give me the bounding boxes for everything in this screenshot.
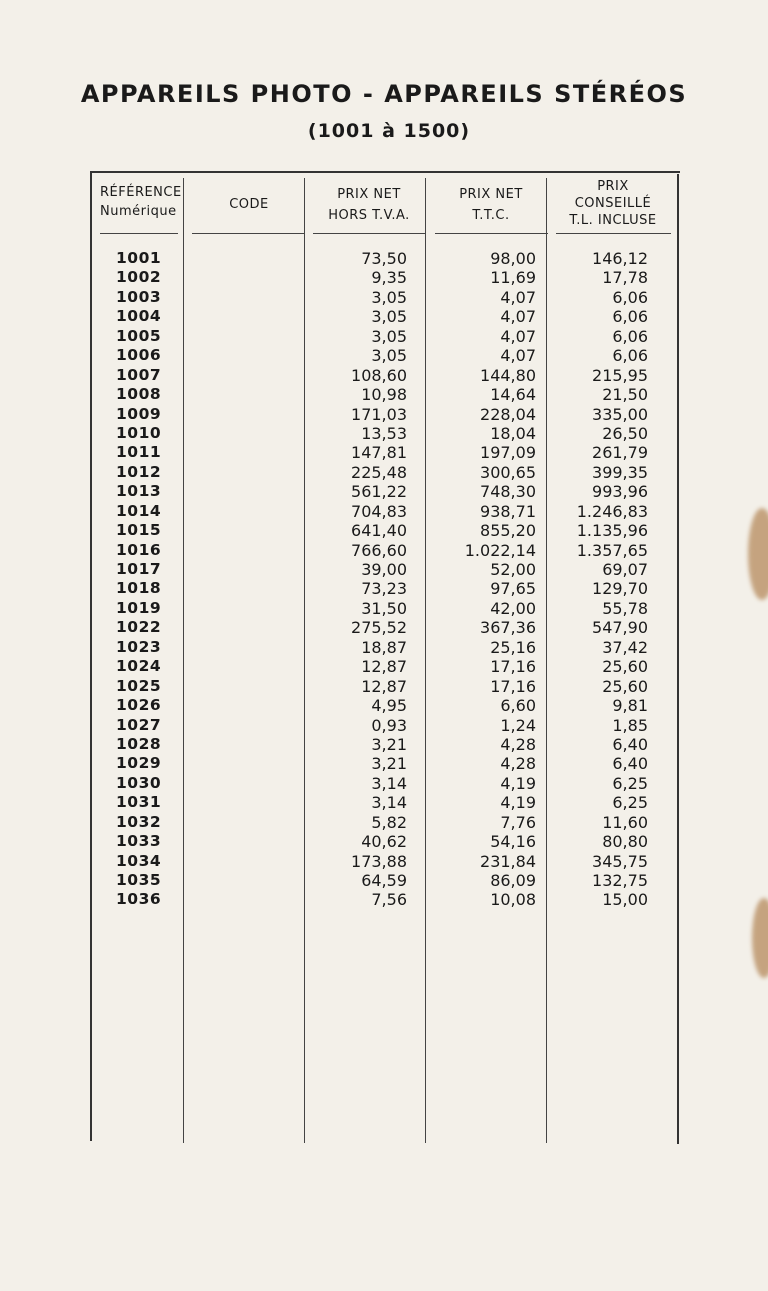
- prix-tl-cell: 1,85: [612, 715, 648, 735]
- prix-ht-cell: 171,03: [351, 404, 407, 424]
- table-row: [0, 521, 768, 540]
- table-row: [0, 463, 768, 482]
- prix-ht-cell: 40,62: [361, 832, 407, 852]
- reference-cell: 1034: [116, 851, 162, 870]
- prix-tl-cell: 9,81: [612, 696, 648, 716]
- prix-ht-cell: 31,50: [361, 598, 407, 618]
- prix-ttc-cell: 1,24: [500, 715, 536, 735]
- prix-ttc-cell: 17,16: [490, 676, 536, 696]
- prix-ht-cell: 766,60: [351, 540, 407, 560]
- prix-ttc-cell: 855,20: [480, 521, 536, 541]
- prix-ttc-cell: 144,80: [480, 365, 536, 385]
- header-reference-line1: RÉFÉRENCE: [100, 185, 182, 200]
- reference-cell: 1035: [116, 871, 162, 889]
- prix-ttc-cell: 231,84: [480, 851, 536, 871]
- table-row: [0, 288, 768, 307]
- page-subtitle: (1001 à 1500): [307, 120, 471, 142]
- prix-ttc-cell: 748,30: [480, 482, 536, 502]
- prix-tl-cell: 547,90: [592, 618, 648, 638]
- reference-cell: 1025: [116, 676, 162, 695]
- prix-ttc-cell: 25,16: [490, 637, 536, 657]
- header-prix-ht: [308, 185, 430, 225]
- reference-cell: 1001: [116, 249, 162, 267]
- prix-tl-cell: 6,25: [612, 773, 648, 793]
- table-row: [0, 482, 768, 501]
- prix-tl-cell: 6,06: [612, 287, 648, 307]
- prix-ttc-cell: 86,09: [490, 871, 536, 890]
- reference-cell: 1031: [116, 793, 162, 812]
- prix-ttc-cell: 1.022,14: [464, 540, 536, 560]
- prix-ttc-cell: 97,65: [490, 579, 536, 599]
- prix-tl-cell: 17,78: [602, 268, 648, 288]
- table-row: [0, 774, 768, 793]
- prix-ht-cell: 147,81: [351, 443, 407, 463]
- prix-ht-cell: 13,53: [361, 423, 407, 443]
- header-underline: [313, 233, 426, 234]
- reference-cell: 1022: [116, 618, 162, 637]
- prix-ttc-cell: 367,36: [480, 618, 536, 638]
- header-reference: [100, 183, 190, 221]
- prix-ttc-cell: 14,64: [490, 385, 536, 405]
- prix-tl-cell: 1.135,96: [576, 521, 648, 541]
- prix-ttc-cell: 4,07: [500, 346, 536, 366]
- prix-ht-cell: 12,87: [361, 657, 407, 677]
- header-underline: [435, 233, 548, 234]
- header-prix-tl-line3: T.L. INCLUSE: [569, 213, 657, 228]
- page-title: APPAREILS PHOTO - APPAREILS STÉRÉOS: [80, 80, 688, 108]
- prix-tl-cell: 25,60: [602, 676, 648, 696]
- prix-ht-cell: 4,95: [371, 696, 407, 716]
- prix-tl-cell: 1.357,65: [576, 540, 648, 560]
- reference-cell: 1007: [116, 365, 162, 384]
- prix-ttc-cell: 4,07: [500, 326, 536, 346]
- reference-cell: 1010: [116, 423, 162, 442]
- table-row: [0, 366, 768, 385]
- table-row: [0, 852, 768, 871]
- prix-tl-cell: 6,06: [612, 307, 648, 327]
- reference-cell: 1014: [116, 501, 162, 520]
- prix-ttc-cell: 4,07: [500, 287, 536, 307]
- table-row: [0, 502, 768, 521]
- header-prix-ttc: [431, 185, 551, 225]
- prix-ht-cell: 7,56: [371, 890, 407, 910]
- prix-ttc-cell: 11,69: [490, 268, 536, 288]
- prix-ht-cell: 9,35: [371, 268, 407, 288]
- reference-cell: 1030: [116, 773, 162, 792]
- reference-cell: 1016: [116, 540, 162, 559]
- prix-ht-cell: 225,48: [351, 462, 407, 482]
- prix-ht-cell: 3,21: [371, 734, 407, 754]
- table-row: [0, 754, 768, 773]
- prix-ttc-cell: 7,76: [500, 812, 536, 832]
- header-prix-tl-line2: CONSEILLÉ: [574, 196, 652, 211]
- prix-ttc-cell: 18,04: [490, 423, 536, 443]
- header-prix-ttc-line2: T.T.C.: [472, 208, 510, 223]
- prix-ttc-cell: 10,08: [490, 890, 536, 910]
- header-underline: [100, 233, 178, 234]
- prix-tl-cell: 129,70: [592, 579, 648, 599]
- table-row: [0, 560, 768, 579]
- prix-tl-cell: 37,42: [602, 637, 648, 657]
- prix-ttc-cell: 300,65: [480, 462, 536, 482]
- prix-ttc-cell: 54,16: [490, 832, 536, 852]
- prix-ht-cell: 3,05: [371, 346, 407, 366]
- reference-cell: 1028: [116, 734, 162, 753]
- prix-tl-cell: 132,75: [592, 871, 648, 890]
- reference-cell: 1002: [116, 268, 162, 287]
- prix-tl-cell: 215,95: [592, 365, 648, 385]
- prix-tl-cell: 345,75: [592, 851, 648, 871]
- prix-tl-cell: 25,60: [602, 657, 648, 677]
- table-row: [0, 424, 768, 443]
- reference-cell: 1005: [116, 326, 162, 345]
- prix-ht-cell: 3,21: [371, 754, 407, 774]
- prix-ht-cell: 561,22: [351, 482, 407, 502]
- prix-ht-cell: 5,82: [371, 812, 407, 832]
- header-prix-tl: [553, 178, 673, 229]
- prix-ht-cell: 10,98: [361, 385, 407, 405]
- prix-tl-cell: 261,79: [592, 443, 648, 463]
- prix-ht-cell: 73,23: [361, 579, 407, 599]
- prix-tl-cell: 6,06: [612, 346, 648, 366]
- prix-tl-cell: 335,00: [592, 404, 648, 424]
- prix-ht-cell: 73,50: [361, 249, 407, 268]
- prix-ht-cell: 3,05: [371, 326, 407, 346]
- prix-ht-cell: 108,60: [351, 365, 407, 385]
- table-row: [0, 735, 768, 754]
- prix-tl-cell: 399,35: [592, 462, 648, 482]
- reference-cell: 1023: [116, 637, 162, 656]
- prix-ht-cell: 704,83: [351, 501, 407, 521]
- header-prix-ht-line1: PRIX NET: [337, 187, 401, 202]
- prix-ttc-cell: 52,00: [490, 560, 536, 579]
- reference-cell: 1019: [116, 598, 162, 617]
- prix-ht-cell: 0,93: [371, 715, 407, 735]
- prix-ht-cell: 3,05: [371, 307, 407, 327]
- reference-cell: 1017: [116, 560, 162, 578]
- reference-cell: 1004: [116, 307, 162, 326]
- reference-cell: 1006: [116, 346, 162, 365]
- prix-ht-cell: 3,14: [371, 773, 407, 793]
- table-row: [0, 268, 768, 287]
- table-row: [0, 813, 768, 832]
- prix-ht-cell: 12,87: [361, 676, 407, 696]
- prix-ttc-cell: 197,09: [480, 443, 536, 463]
- paper-stain: [752, 898, 768, 978]
- prix-ht-cell: 64,59: [361, 871, 407, 890]
- prix-ttc-cell: 938,71: [480, 501, 536, 521]
- prix-ttc-cell: 6,60: [500, 696, 536, 716]
- table-row: [0, 618, 768, 637]
- header-code: CODE: [229, 197, 269, 212]
- table-row: [0, 793, 768, 812]
- reference-cell: 1026: [116, 696, 162, 715]
- prix-ttc-cell: 4,07: [500, 307, 536, 327]
- header-underline: [192, 233, 305, 234]
- prix-ht-cell: 641,40: [351, 521, 407, 541]
- reference-cell: 1036: [116, 890, 162, 909]
- prix-tl-cell: 21,50: [602, 385, 648, 405]
- reference-cell: 1029: [116, 754, 162, 773]
- prix-tl-cell: 6,40: [612, 734, 648, 754]
- table-row: [0, 385, 768, 404]
- prix-ht-cell: 275,52: [351, 618, 407, 638]
- table-row: [0, 696, 768, 715]
- reference-cell: 1012: [116, 462, 162, 481]
- prix-tl-cell: 6,06: [612, 326, 648, 346]
- table-row: [0, 599, 768, 618]
- header-reference-line2: Numérique: [100, 204, 177, 219]
- prix-ht-cell: 18,87: [361, 637, 407, 657]
- reference-cell: 1024: [116, 657, 162, 676]
- prix-ttc-cell: 98,00: [490, 249, 536, 268]
- prix-tl-cell: 55,78: [602, 598, 648, 618]
- table-row: [0, 890, 768, 909]
- prix-ht-cell: 39,00: [361, 560, 407, 579]
- prix-tl-cell: 26,50: [602, 423, 648, 443]
- reference-cell: 1032: [116, 812, 162, 831]
- prix-ttc-cell: 4,19: [500, 773, 536, 793]
- table-row: [0, 307, 768, 326]
- reference-cell: 1015: [116, 521, 162, 540]
- header-underline: [556, 233, 671, 234]
- prix-ttc-cell: 4,28: [500, 754, 536, 774]
- reference-cell: 1011: [116, 443, 162, 462]
- prix-ht-cell: 173,88: [351, 851, 407, 871]
- table-row: [0, 657, 768, 676]
- table-row: [0, 677, 768, 696]
- prix-tl-cell: 1.246,83: [576, 501, 648, 521]
- table-row: [0, 716, 768, 735]
- table-row: [0, 871, 768, 890]
- prix-tl-cell: 6,40: [612, 754, 648, 774]
- table-body: [0, 249, 768, 910]
- prix-tl-cell: 993,96: [592, 482, 648, 502]
- prix-ttc-cell: 4,19: [500, 793, 536, 813]
- table-row: [0, 638, 768, 657]
- table-row: [0, 327, 768, 346]
- header-prix-ht-line2: HORS T.V.A.: [328, 208, 410, 223]
- prix-ttc-cell: 228,04: [480, 404, 536, 424]
- header-prix-tl-line1: PRIX: [597, 179, 629, 194]
- reference-cell: 1033: [116, 832, 162, 851]
- prix-tl-cell: 15,00: [602, 890, 648, 910]
- table-row: [0, 579, 768, 598]
- table-row: [0, 443, 768, 462]
- reference-cell: 1008: [116, 385, 162, 404]
- table-row: [0, 405, 768, 424]
- prix-ht-cell: 3,05: [371, 287, 407, 307]
- prix-tl-cell: 11,60: [602, 812, 648, 832]
- prix-ttc-cell: 42,00: [490, 598, 536, 618]
- reference-cell: 1018: [116, 579, 162, 598]
- reference-cell: 1027: [116, 715, 162, 734]
- reference-cell: 1003: [116, 287, 162, 306]
- prix-tl-cell: 146,12: [592, 249, 648, 268]
- prix-ttc-cell: 4,28: [500, 734, 536, 754]
- prix-tl-cell: 6,25: [612, 793, 648, 813]
- prix-tl-cell: 80,80: [602, 832, 648, 852]
- table-row: [0, 541, 768, 560]
- table-row: [0, 346, 768, 365]
- table-row: [0, 249, 768, 268]
- prix-ttc-cell: 17,16: [490, 657, 536, 677]
- reference-cell: 1009: [116, 404, 162, 423]
- reference-cell: 1013: [116, 482, 162, 501]
- table-border-top: [91, 171, 680, 173]
- prix-tl-cell: 69,07: [602, 560, 648, 579]
- table-row: [0, 832, 768, 851]
- prix-ht-cell: 3,14: [371, 793, 407, 813]
- header-prix-ttc-line1: PRIX NET: [459, 187, 523, 202]
